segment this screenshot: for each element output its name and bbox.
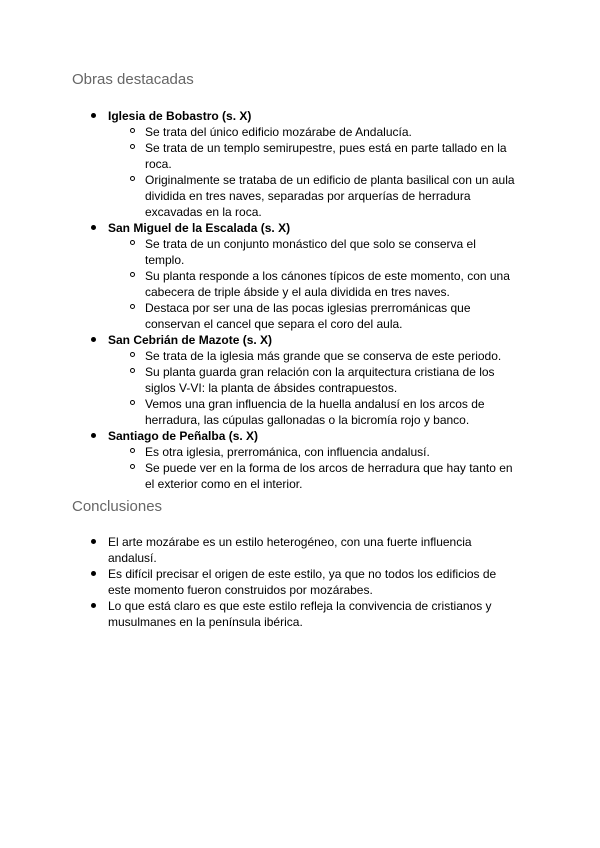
- sub-list-item: Se puede ver en la forma de los arcos de herradura que hay tanto en el exterior como en el interior.: [0, 460, 517, 492]
- sub-list-item: Se trata de un conjunto monástico del que solo se conserva el templo.: [0, 236, 517, 268]
- bullet-icon: [91, 571, 96, 576]
- hollow-bullet-icon: [130, 400, 135, 405]
- sub-list-item: Se trata del único edificio mozárabe de Andalucía.: [0, 124, 517, 140]
- sub-list-item: Vemos una gran influencia de la huella andalusí en los arcos de herradura, las cúpulas gallonadas o la bicromía rojo y banco.: [0, 396, 517, 428]
- sub-list-item: Originalmente se trataba de un edificio de planta basilical con un aula dividida en tres naves, separadas por arquerías de herradura excavadas en la roca.: [0, 172, 517, 220]
- hollow-bullet-icon: [130, 448, 135, 453]
- section-heading-conclusiones: Conclusiones: [72, 498, 163, 515]
- hollow-bullet-icon: [130, 240, 135, 245]
- sub-list-item: Se trata de la iglesia más grande que se conserva de este periodo.: [0, 348, 517, 364]
- list-item-bobastro: Iglesia de Bobastro (s. X) Se trata del único edificio mozárabe de Andalucía. Se trata de un templo semirupestre, pues está en parte tallado en la roca. Originalmente se trataba de un edificio de planta basilical con un aula dividida en tres naves, separadas por arquerías de herradura excavadas en la roca.: [0, 108, 513, 220]
- list-item-conclusion: El arte mozárabe es un estilo heterogéneo, con una fuerte influencia andalusí.: [0, 534, 508, 566]
- list-item-santiago: Santiago de Peñalba (s. X) Es otra iglesia, prerrománica, con influencia andalusí. Se puede ver en la forma de los arcos de herradura que hay tanto en el exterior como en el interior.: [0, 428, 513, 492]
- bullet-icon: [91, 603, 96, 608]
- sub-list-item: Su planta responde a los cánones típicos de este momento, con una cabecera de triple ábside y el aula dividida en tres naves.: [0, 268, 517, 300]
- list-item-conclusion: Es difícil precisar el origen de este estilo, ya que no todos los edificios de este momento fueron construidos por mozárabes.: [0, 566, 508, 598]
- list-item-conclusion: Lo que está claro es que este estilo refleja la convivencia de cristianos y musulmanes en la península ibérica.: [0, 598, 508, 630]
- bullet-icon: [91, 337, 96, 342]
- hollow-bullet-icon: [130, 144, 135, 149]
- section-heading-obras-destacadas: Obras destacadas: [72, 71, 194, 88]
- list-item-san-miguel: San Miguel de la Escalada (s. X) Se trata de un conjunto monástico del que solo se conserva el templo. Su planta responde a los cánones típicos de este momento, con una cabecera de triple ábside y el aula dividida en tres naves. Destaca por ser una de las pocas iglesias prerrománicas que conservan el cancel que separa el coro del aula.: [0, 220, 513, 332]
- hollow-bullet-icon: [130, 272, 135, 277]
- bullet-icon: [91, 113, 96, 118]
- hollow-bullet-icon: [130, 464, 135, 469]
- bullet-icon: [91, 433, 96, 438]
- conclusiones-list: [0, 534, 600, 630]
- hollow-bullet-icon: [130, 368, 135, 373]
- bullet-icon: [91, 225, 96, 230]
- hollow-bullet-icon: [130, 352, 135, 357]
- hollow-bullet-icon: [130, 304, 135, 309]
- obras-list: [0, 108, 600, 492]
- hollow-bullet-icon: [130, 128, 135, 133]
- hollow-bullet-icon: [130, 176, 135, 181]
- sub-list-item: Se trata de un templo semirupestre, pues está en parte tallado en la roca.: [0, 140, 517, 172]
- sub-list-item: Su planta guarda gran relación con la arquitectura cristiana de los siglos V-VI: la planta de ábsides contrapuestos.: [0, 364, 517, 396]
- list-item-san-cebrian: San Cebrián de Mazote (s. X) Se trata de la iglesia más grande que se conserva de este periodo. Su planta guarda gran relación con la arquitectura cristiana de los siglos V-VI: la planta de ábsides contrapuestos. Vemos una gran influencia de la huella andalusí en los arcos de herradura, las cúpulas gallonadas o la bicromía rojo y banco.: [0, 332, 513, 428]
- sub-list-item: Destaca por ser una de las pocas iglesias prerrománicas que conservan el cancel que separa el coro del aula.: [0, 300, 517, 332]
- sub-list-item: Es otra iglesia, prerrománica, con influencia andalusí.: [0, 444, 517, 460]
- bullet-icon: [91, 539, 96, 544]
